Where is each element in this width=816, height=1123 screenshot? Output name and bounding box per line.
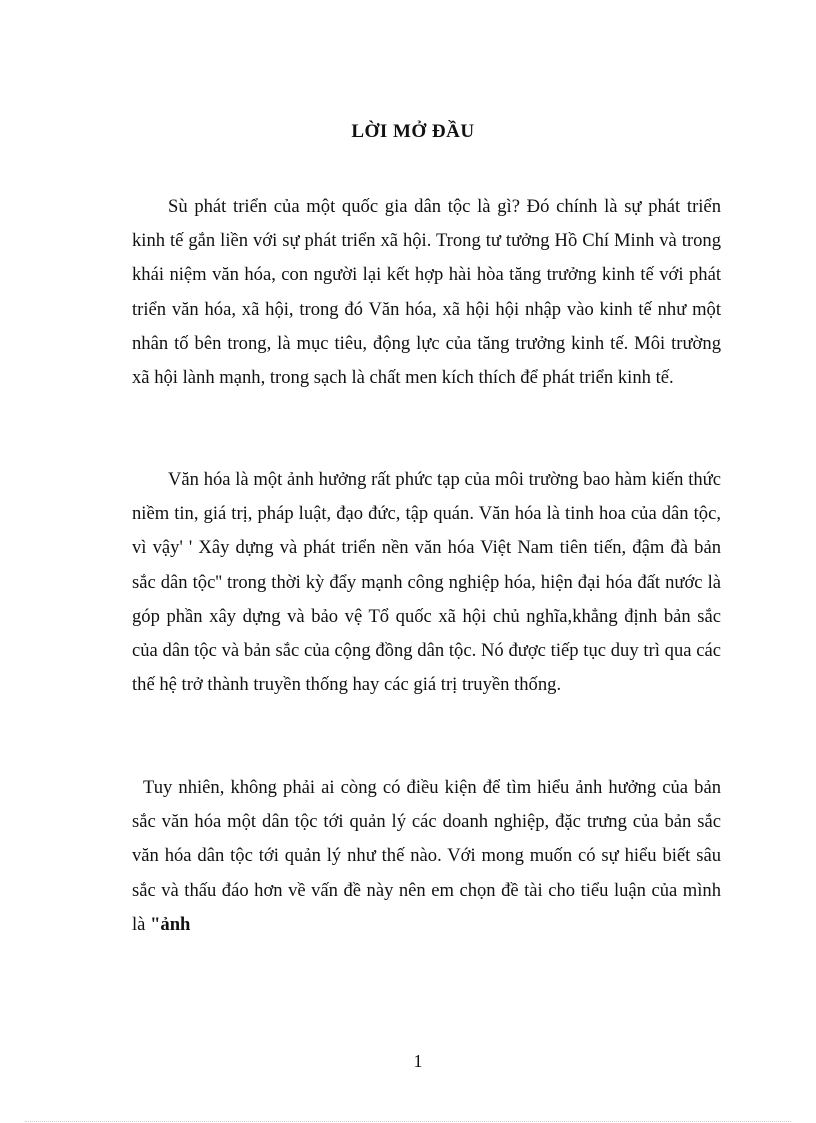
paragraph-3-bold-tail: "ảnh (150, 913, 191, 935)
paragraph-3-text: Tuy nhiên, không phải ai còng có điều kiện để tìm hiểu ảnh hưởng của bản sắc văn hóa một dân tộc tới quản lý các doanh nghiệp, đặc trưng của bản sắc văn hóa dân tộc tới quản lý như thế nào. Với mong muốn có sự hiểu biết sâu sắc và thấu đáo hơn về vấn đề này nên em chọn đề tài cho tiểu luận của mình là (132, 777, 721, 935)
page-title: LỜI MỞ ĐẦU (351, 121, 475, 142)
page-bottom-divider (25, 1121, 791, 1122)
paragraph-2: Văn hóa là một ảnh hưởng rất phức tạp của môi trường bao hàm kiến thức niềm tin, giá trị, pháp luật, đạo đức, tập quán. Văn hóa là tinh hoa của dân tộc, vì vậy' ' Xây dựng và phát triển nền văn hóa Việt Nam tiên tiến, đậm đà bản sắc dân tộc'' trong thời kỳ đẩy mạnh công nghiệp hóa, hiện đại hóa đất nước là góp phần xây dựng và bảo vệ Tổ quốc xã hội chủ nghĩa,khẳng định bản sắc của dân tộc và bản sắc của cộng đồng dân tộc. Nó được tiếp tục duy trì qua các thế hệ trở thành truyền thống hay các giá trị truyền thống. (132, 469, 721, 696)
page-number: 1 (413, 1051, 423, 1071)
paragraph-3 (132, 771, 721, 942)
paragraph-1: Sù phát triển của một quốc gia dân tộc là gì? Đó chính là sự phát triển kinh tế gắn liền với sự phát triển xã hội. Trong tư tưởng Hồ Chí Minh và trong khái niệm văn hóa, con người lại kết hợp hài hòa tăng trưởng kinh tế với phát triển văn hóa, xã hội, trong đó Văn hóa, xã hội hội nhập vào kinh tế như một nhân tố bên trong, là mục tiêu, động lực của tăng trưởng kinh tế. Môi trường xã hội lành mạnh, trong sạch là chất men kích thích để phát triển kinh tế. (132, 196, 721, 389)
